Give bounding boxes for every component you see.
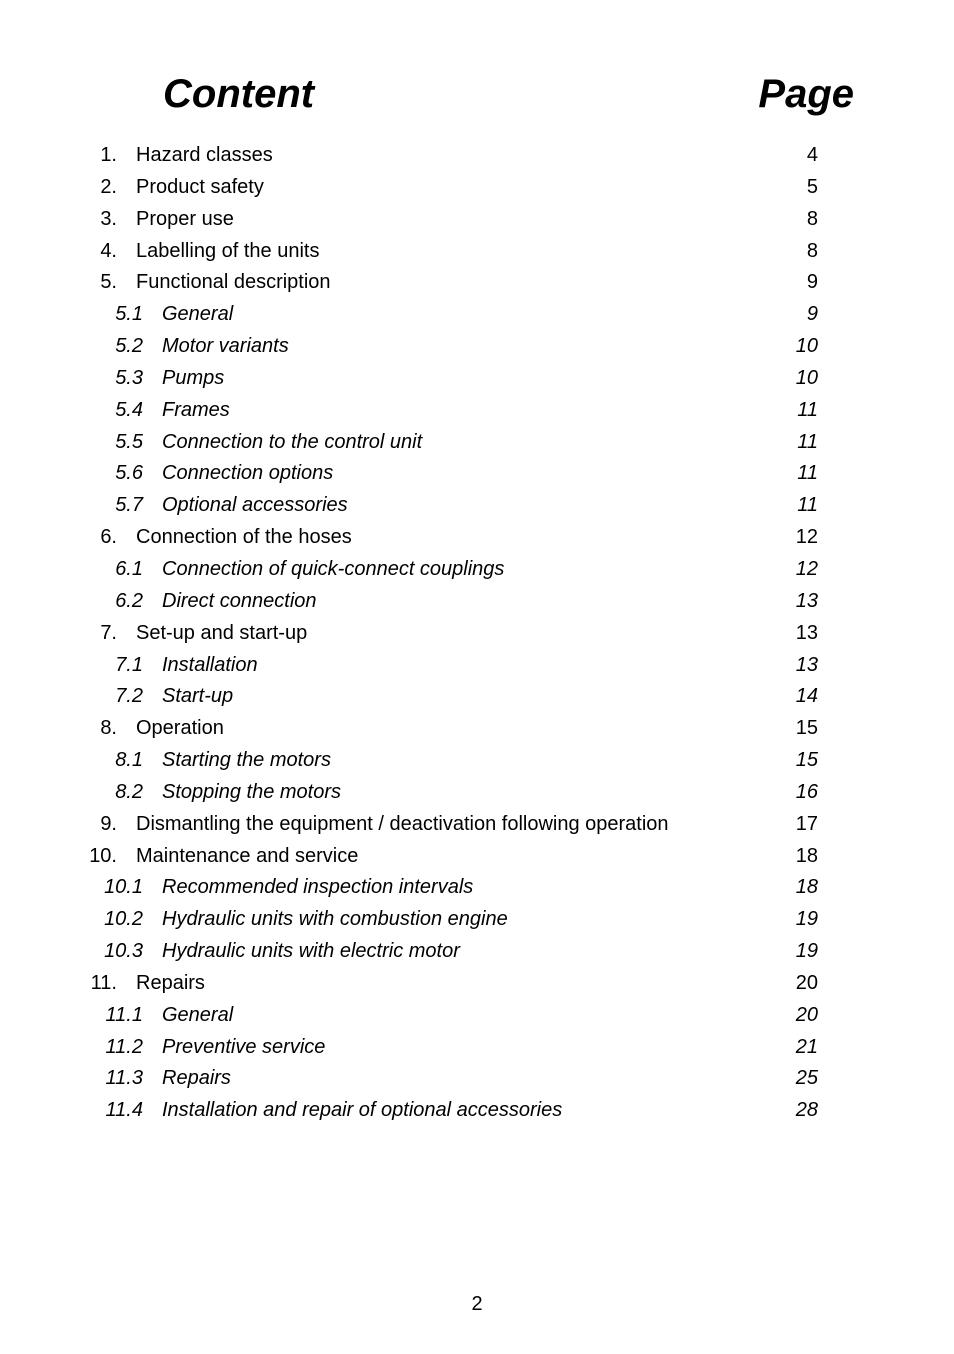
toc-subsection-entry[interactable] — [0, 490, 954, 522]
toc-entry-title: Set-up and start-up — [136, 621, 308, 644]
toc-entry-number: 6.1 — [115, 557, 143, 580]
toc-entry-title: Connection to the control unit — [162, 430, 423, 453]
toc-subsection-entry[interactable] — [0, 936, 954, 968]
toc-entry-number: 11. — [90, 971, 117, 994]
toc-subsection-entry[interactable] — [0, 1095, 954, 1127]
toc-entry-title: Operation — [136, 717, 224, 740]
toc-entry-page: 18 — [795, 876, 818, 899]
toc-entry-page: 8 — [806, 207, 818, 230]
toc-entry-number: 7.2 — [115, 685, 143, 708]
toc-subsection-entry[interactable] — [0, 872, 954, 904]
toc-entry-page: 10 — [795, 335, 818, 358]
toc-entry-page: 17 — [795, 812, 818, 835]
toc-entry-number: 8.1 — [115, 749, 143, 772]
toc-entry-title: Direct connection — [162, 589, 317, 612]
toc-entry-number: 6. — [100, 526, 117, 549]
toc-entry-title: Optional accessories — [162, 494, 348, 517]
toc-entry-page: 11 — [797, 462, 818, 485]
toc-subsection-entry[interactable] — [0, 427, 954, 459]
toc-entry-title: Repairs — [162, 1067, 231, 1090]
toc-entry-number: 8.2 — [115, 780, 143, 803]
toc-entry-number: 10. — [89, 844, 117, 867]
toc-entry-number: 7. — [100, 621, 117, 644]
toc-entry-page: 19 — [795, 940, 818, 963]
toc-entry-page: 14 — [795, 685, 818, 708]
content-heading: Content — [163, 72, 315, 116]
toc-entry-title: Hydraulic units with electric motor — [162, 940, 460, 963]
toc-entry-title: General — [162, 303, 234, 326]
toc-subsection-entry[interactable] — [0, 395, 954, 427]
toc-entry-title: Repairs — [136, 971, 205, 994]
toc-entry-number: 10.2 — [104, 908, 143, 931]
toc-entry-number: 11.4 — [105, 1099, 143, 1122]
toc-entry-title: Product safety — [136, 175, 264, 198]
toc-entry-page: 4 — [806, 144, 818, 166]
toc-subsection-entry[interactable] — [0, 1000, 954, 1032]
toc-entry-page: 13 — [795, 653, 818, 676]
toc-entry-number: 10.1 — [104, 876, 143, 899]
toc-section-entry[interactable] — [0, 968, 954, 1000]
toc-entry-page: 25 — [795, 1067, 818, 1090]
toc-entry-page: 12 — [795, 557, 818, 580]
toc-subsection-entry[interactable] — [0, 681, 954, 713]
toc-entry-page: 21 — [795, 1035, 818, 1058]
toc-entry-page: 13 — [795, 589, 818, 612]
page-heading: Page — [758, 72, 854, 116]
toc-entry-page: 8 — [806, 239, 818, 262]
toc-entry-number: 5.7 — [115, 494, 143, 517]
toc-entry-title: Motor variants — [162, 335, 289, 358]
toc-subsection-entry[interactable] — [0, 299, 954, 331]
toc-subsection-entry[interactable] — [0, 363, 954, 395]
toc-entry-title: Stopping the motors — [162, 780, 341, 803]
toc-entry-number: 5.1 — [115, 303, 143, 326]
toc-section-entry[interactable] — [0, 809, 954, 841]
toc-section-entry[interactable] — [0, 236, 954, 268]
toc-entry-title: Hydraulic units with combustion engine — [162, 908, 508, 931]
toc-entry-number: 11.1 — [105, 1003, 143, 1026]
toc-entry-page: 19 — [795, 908, 818, 931]
toc-entry-title: Frames — [162, 398, 230, 421]
toc-entry-title: Labelling of the units — [136, 239, 320, 262]
toc-entry-number: 2. — [100, 175, 117, 198]
toc-entry-page: 18 — [795, 844, 818, 867]
toc-entry-title: General — [162, 1003, 234, 1026]
toc-entry-page: 20 — [795, 1003, 818, 1026]
toc-subsection-entry[interactable] — [0, 1063, 954, 1095]
toc-subsection-entry[interactable] — [0, 331, 954, 363]
toc-entry-number: 5.3 — [115, 366, 143, 389]
toc-entry-page: 15 — [795, 749, 818, 772]
page-number: 2 — [471, 1293, 483, 1315]
toc-entry-page: 11 — [797, 494, 818, 517]
toc-entry-page: 12 — [795, 526, 818, 549]
toc-entry-title: Proper use — [136, 207, 234, 230]
toc-entry-title: Connection of quick-connect couplings — [162, 557, 505, 580]
toc-section-entry[interactable] — [0, 618, 954, 650]
toc-entry-number: 9. — [100, 812, 117, 835]
toc-entry-page: 20 — [795, 971, 818, 994]
toc-section-entry[interactable] — [0, 140, 954, 172]
table-of-contents — [0, 140, 954, 1127]
toc-entry-page: 9 — [806, 271, 818, 294]
toc-entry-page: 9 — [806, 303, 818, 326]
toc-section-entry[interactable] — [0, 204, 954, 236]
toc-section-entry[interactable] — [0, 713, 954, 745]
toc-entry-number: 6.2 — [115, 589, 143, 612]
toc-entry-number: 4. — [100, 239, 117, 262]
toc-entry-title: Connection options — [162, 462, 334, 485]
toc-entry-title: Starting the motors — [162, 749, 331, 772]
toc-entry-page: 11 — [797, 398, 818, 421]
toc-entry-number: 5.5 — [115, 430, 143, 453]
toc-entry-number: 1. — [100, 144, 117, 166]
toc-entry-page: 28 — [795, 1099, 818, 1122]
toc-subsection-entry[interactable] — [0, 1032, 954, 1064]
toc-entry-page: 16 — [795, 780, 818, 803]
toc-entry-title: Maintenance and service — [136, 844, 359, 867]
toc-section-entry[interactable] — [0, 172, 954, 204]
toc-entry-number: 5.6 — [115, 462, 143, 485]
toc-entry-number: 10.3 — [104, 940, 143, 963]
toc-subsection-entry[interactable] — [0, 777, 954, 809]
toc-subsection-entry[interactable] — [0, 554, 954, 586]
toc-subsection-entry[interactable] — [0, 586, 954, 618]
toc-section-entry[interactable] — [0, 841, 954, 873]
toc-subsection-entry[interactable] — [0, 650, 954, 682]
toc-entry-title: Hazard classes — [136, 144, 273, 166]
toc-entry-title: Installation and repair of optional accessories — [162, 1099, 563, 1122]
toc-section-entry[interactable] — [0, 522, 954, 554]
toc-entry-page: 11 — [797, 430, 818, 453]
toc-entry-page: 10 — [795, 366, 818, 389]
toc-entry-page: 13 — [795, 621, 818, 644]
toc-entry-title: Pumps — [162, 366, 225, 389]
toc-entry-number: 11.3 — [105, 1067, 143, 1090]
toc-subsection-entry[interactable] — [0, 904, 954, 936]
toc-entry-page: 5 — [806, 175, 818, 198]
toc-entry-number: 5.4 — [115, 398, 143, 421]
toc-subsection-entry[interactable] — [0, 458, 954, 490]
toc-entry-number: 3. — [100, 207, 117, 230]
toc-entry-number: 11.2 — [105, 1035, 143, 1058]
toc-section-entry[interactable] — [0, 267, 954, 299]
toc-entry-number: 5. — [100, 271, 117, 294]
toc-entry-title: Dismantling the equipment / deactivation following operation — [136, 812, 669, 835]
toc-entry-title: Start-up — [162, 685, 234, 708]
toc-entry-page: 15 — [795, 717, 818, 740]
toc-entry-title: Installation — [162, 653, 258, 676]
toc-subsection-entry[interactable] — [0, 745, 954, 777]
toc-entry-number: 5.2 — [115, 335, 143, 358]
toc-entry-title: Functional description — [136, 271, 331, 294]
toc-entry-number: 8. — [100, 717, 117, 740]
toc-entry-title: Recommended inspection intervals — [162, 876, 474, 899]
toc-entry-title: Preventive service — [162, 1035, 326, 1058]
toc-entry-title: Connection of the hoses — [136, 526, 352, 549]
toc-entry-number: 7.1 — [115, 653, 143, 676]
